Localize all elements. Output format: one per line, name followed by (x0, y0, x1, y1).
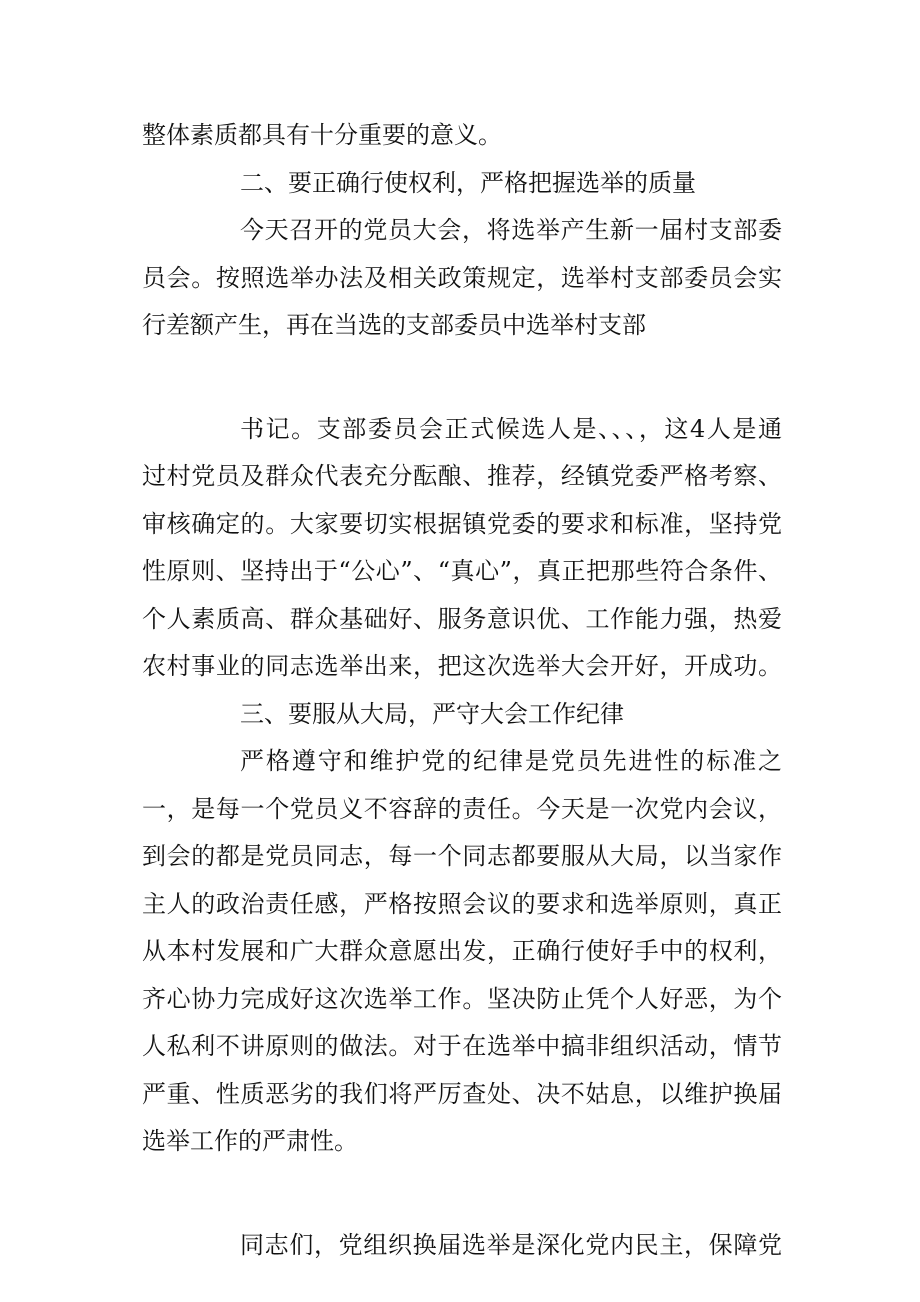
text-line: 主人的政治责任感，严格按照会议的要求和选举原则，真正 (142, 889, 782, 918)
text-line: 严重、性质恶劣的我们将严厉查处、决不姑息，以维护换届 (142, 1079, 782, 1108)
text-line: 今天召开的党员大会，将选举产生新一届村支部委 (240, 216, 782, 244)
text-line: 农村事业的同志选举出来，把这次选举大会开好，开成功。 (142, 652, 782, 680)
text-line: 一，是每一个党员义不容辞的责任。今天是一次党内会议， (142, 794, 782, 823)
text-line: 性原则、坚持出于“公心”、“真心”，真正把那些符合条件、 (142, 557, 782, 585)
text-line: 过村党员及群众代表充分酝酿、推荐，经镇党委严格考察、 (142, 462, 782, 490)
text-line: 到会的都是党员同志，每一个同志都要服从大局，以当家作 (142, 842, 782, 870)
text-line: 整体素质都具有十分重要的意义。 (142, 121, 502, 149)
section-heading-2: 二、要正确行使权利，严格把握选举的质量 (240, 168, 696, 197)
text-line: 严格遵守和维护党的纪律是党员先进性的标准之 (240, 747, 782, 775)
text-line: 选举工作的严肃性。 (142, 1127, 358, 1155)
section-heading-3: 三、要服从大局，严守大会工作纪律 (240, 699, 624, 728)
text-line: 同志们，党组织换届选举是深化党内民主，保障党 (240, 1230, 782, 1259)
document-page (142, 112, 782, 1269)
text-line: 个人素质高、群众基础好、服务意识优、工作能力强，热爱 (142, 604, 782, 633)
line-gap (142, 350, 782, 406)
text-line: 书记。支部委员会正式候选人是、、、，这4人是通 (240, 414, 782, 443)
text-line: 审核确定的。大家要切实根据镇党委的要求和标准，坚持党 (142, 509, 782, 538)
line-gap (142, 1166, 782, 1222)
text-line: 员会。按照选举办法及相关政策规定，选举村支部委员会实 (142, 263, 782, 292)
text-line: 行差额产生，再在当选的支部委员中选举村支部 (142, 311, 646, 339)
text-line: 从本村发展和广大群众意愿出发，正确行使好手中的权利， (142, 937, 782, 965)
text-line: 齐心协力完成好这次选举工作。坚决防止凭个人好恶，为个 (142, 984, 782, 1013)
text-line: 人私利不讲原则的做法。对于在选举中搞非组织活动，情节 (142, 1032, 782, 1060)
